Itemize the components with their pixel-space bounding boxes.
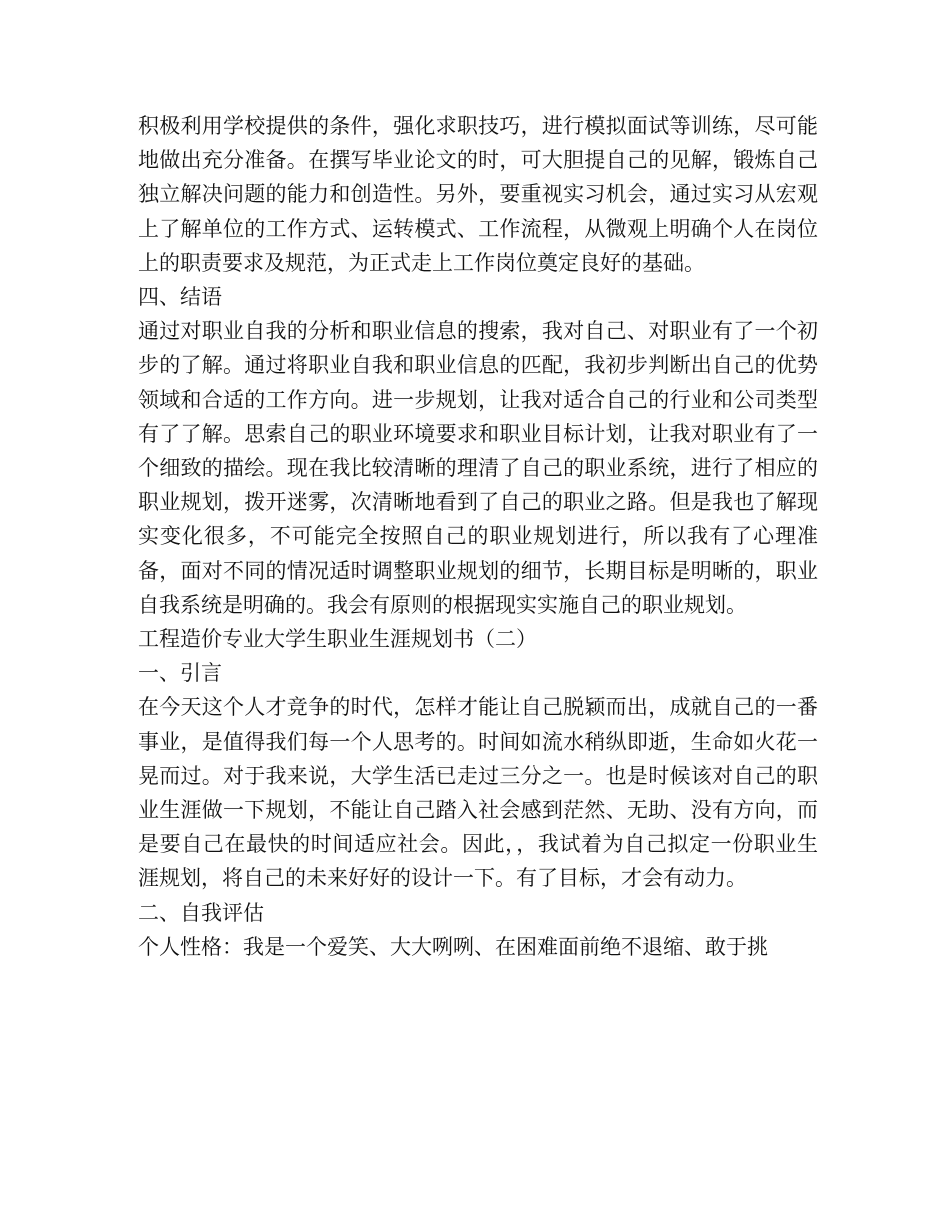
document-body (138, 109, 818, 964)
section-heading-conclusion: 四、结语 (138, 285, 222, 310)
paragraph-conclusion: 通过对职业自我的分析和职业信息的搜索，我对自己、对职业有了一个初步的了解。通过将职业自我和职业信息的匹配，我初步判断出自己的优势领域和合适的工作方向。进一步规划，让我对适合自己的行业和公司类型有了了解。思索自己的职业环境要求和职业目标计划，让我对职业有了一个细致的描绘。现在我比较清晰的理清了自己的职业系统，进行了相应的职业规划，拨开迷雾，次清晰地看到了自己的职业之路。但是我也了解现实变化很多，不可能完全按照自己的职业规划进行，所以我有了心理准备，面对不同的情况适时调整职业规划的细节，长期目标是明晰的，职业自我系统是明确的。我会有原则的根据现实实施自己的职业规划。 (138, 319, 818, 617)
section-heading-self-assessment: 二、自我评估 (138, 900, 264, 925)
paragraph-job-preparation: 积极利用学校提供的条件，强化求职技巧，进行模拟面试等训练，尽可能地做出充分准备。在撰写毕业论文的时，可大胆提自己的见解，锻炼自己独立解决问题的能力和创造性。另外，要重视实习机会，通过实习从宏观上了解单位的工作方式、运转模式、工作流程，从微观上明确个人在岗位上的职责要求及规范，为正式走上工作岗位奠定良好的基础。 (138, 114, 818, 275)
paragraph-personality: 个人性格：我是一个爱笑、大大咧咧、在困难面前绝不退缩、敢于挑 (138, 934, 768, 959)
section-heading-introduction: 一、引言 (138, 661, 222, 686)
document-title-part-two: 工程造价专业大学生职业生涯规划书（二） (138, 627, 537, 652)
paragraph-introduction: 在今天这个人才竞争的时代，怎样才能让自己脱颖而出，成就自己的一番事业，是值得我们每一个人思考的。时间如流水稍纵即逝，生命如火花一晃而过。对于我来说，大学生活已走过三分之一。也是时候该对自己的职业生涯做一下规划，不能让自己踏入社会感到茫然、无助、没有方向，而是要自己在最快的时间适应社会。因此，，我试着为自己拟定一份职业生涯规划，将自己的未来好好的设计一下。有了目标，才会有动力。 (138, 695, 818, 891)
